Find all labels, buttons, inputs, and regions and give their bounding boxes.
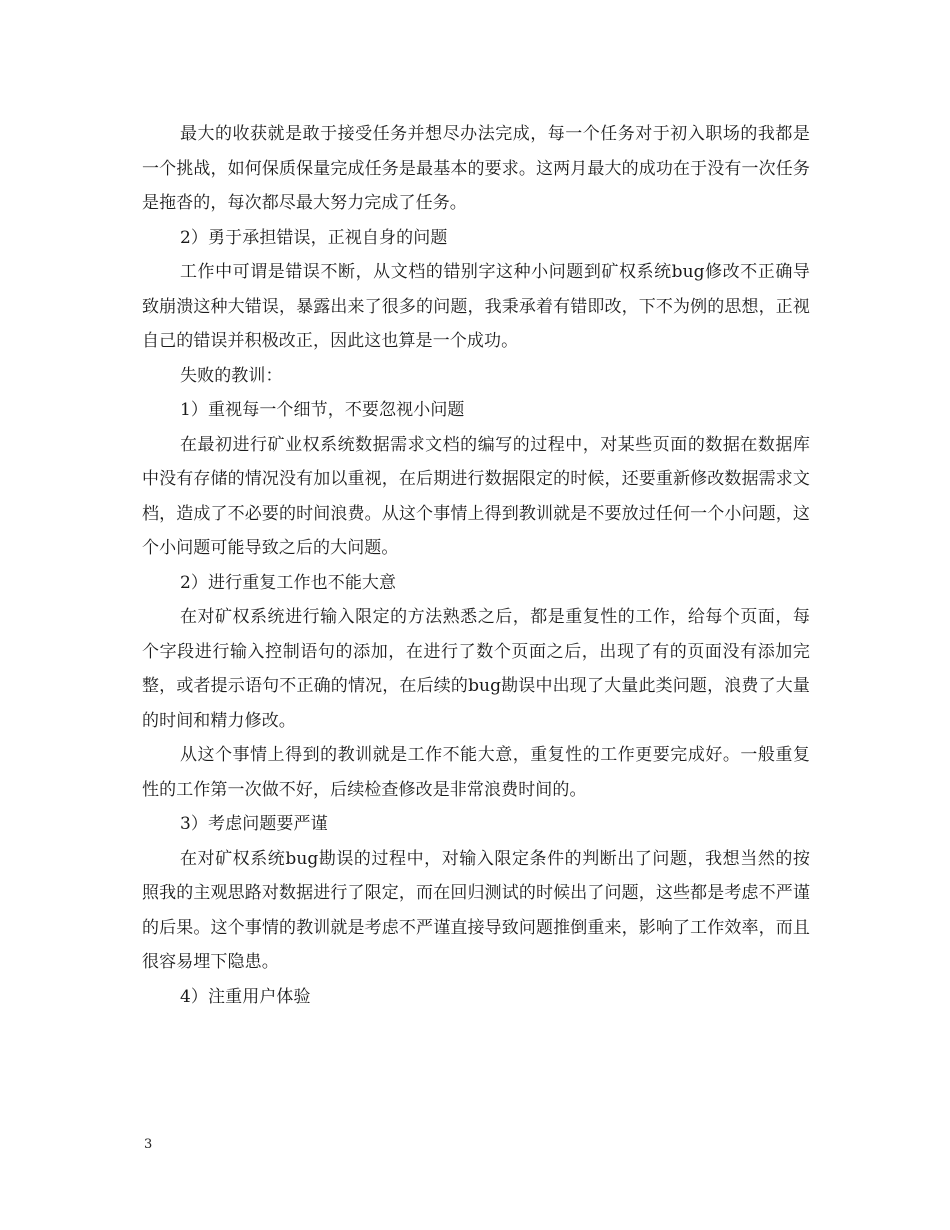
paragraph-errors: 工作中可谓是错误不断，从文档的错别字这种小问题到矿权系统bug修改不正确导致崩溃这种大错误，暴露出来了很多的问题，我秉承着有错即改，下不为例的思想，正视自己的错误并积极改正，因此这也算是一个成功。 (142, 262, 810, 351)
heading-take-responsibility: 2）勇于承担错误，正视自身的问题 (180, 227, 448, 248)
document-body (142, 117, 810, 1014)
heading-lessons: 失败的教训： (180, 365, 283, 386)
heading-details: 1）重视每一个细节，不要忽视小问题 (180, 400, 465, 420)
paragraph-harvest: 最大的收获就是敢于接受任务并想尽办法完成，每一个任务对于初入职场的我都是一个挑战，如何保质保量完成任务是最基本的要求。这两月最大的成功在于没有一次任务是拖沓的，每次都尽最大努力完成了任务。 (142, 124, 810, 213)
paragraph-repetitive-lesson: 从这个事情上得到的教训就是工作不能大意，重复性的工作更要完成好。一般重复性的工作第一次做不好，后续检查修改是非常浪费时间的。 (142, 745, 810, 800)
page-number: 3 (144, 1137, 153, 1152)
heading-user-experience: 4）注重用户体验 (180, 986, 311, 1007)
heading-repetitive-work: 2）进行重复工作也不能大意 (180, 572, 397, 593)
heading-rigor: 3）考虑问题要严谨 (180, 814, 328, 834)
paragraph-repetitive-work: 在对矿权系统进行输入限定的方法熟悉之后，都是重复性的工作，给每个页面，每个字段进行输入控制语句的添加，在进行了数个页面之后，出现了有的页面没有添加完整，或者提示语句不正确的情况，在后续的bug勘误中出现了大量此类问题，浪费了大量的时间和精力修改。 (142, 607, 810, 731)
paragraph-rigor: 在对矿权系统bug勘误的过程中，对输入限定条件的判断出了问题，我想当然的按照我的主观思路对数据进行了限定，而在回归测试的时候出了问题，这些都是考虑不严谨的后果。这个事情的教训就是考虑不严谨直接导致问题推倒重来，影响了工作效率，而且很容易埋下隐患。 (142, 848, 810, 972)
paragraph-details: 在最初进行矿业权系统数据需求文档的编写的过程中，对某些页面的数据在数据库中没有存储的情况没有加以重视，在后期进行数据限定的时候，还要重新修改数据需求文档，造成了不必要的时间浪费。从这个事情上得到教训就是不要放过任何一个小问题，这个小问题可能导致之后的大问题。 (142, 434, 810, 558)
